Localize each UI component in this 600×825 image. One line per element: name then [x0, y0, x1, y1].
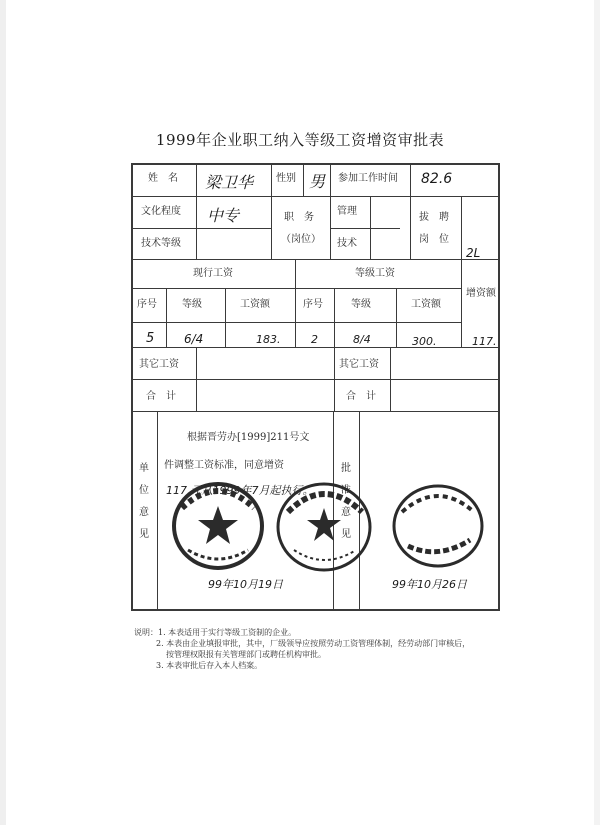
note-1: 1. 本表适用于实行等级工资制的企业。	[158, 628, 297, 637]
current-grade-label: 等级	[182, 299, 202, 310]
current-seq-label: 序号	[137, 299, 157, 310]
name-value: 梁卫华	[205, 173, 254, 192]
current-grade-value: 6/4	[184, 332, 204, 346]
technical-label: 技术	[337, 238, 357, 249]
current-amount-label: 工资额	[240, 299, 270, 310]
scan-edge-right	[594, 0, 600, 825]
gender-label: 性别	[276, 173, 296, 184]
current-other-wage-label: 其它工资	[139, 359, 179, 370]
approval-opinion-label: 批准意见	[341, 463, 351, 540]
hire-position-label-2: 岗 位	[419, 234, 449, 245]
document-title: 1999年企业职工纳入等级工资增资审批表	[155, 131, 445, 149]
scan-edge-left	[0, 0, 6, 825]
approval-seal-icon	[388, 480, 488, 574]
position-sub-label: （岗位）	[281, 234, 321, 245]
new-grade-value: 8/4	[353, 333, 371, 346]
name-label: 姓 名	[148, 173, 178, 184]
opinion-line-3: 117.元从1999年7月起执行。	[166, 484, 314, 497]
note-3: 3. 本表审批后存入本人档案。	[156, 661, 263, 670]
education-value: 中专	[207, 206, 240, 225]
new-total-label: 合 计	[346, 391, 376, 402]
opinion-line-2: 件调整工资标准，同意增资	[164, 460, 284, 471]
current-amount-value: 183.	[256, 333, 281, 346]
hire-position-label-1: 拔 聘	[419, 212, 449, 223]
notes-prefix: 说明：	[134, 628, 158, 637]
management-label: 管理	[337, 206, 357, 217]
increase-amount-label: 增资额	[466, 288, 496, 299]
hire-post-value: 2L	[466, 246, 481, 260]
technical-grade-label: 技术等级	[141, 238, 181, 249]
new-seq-label: 序号	[303, 299, 323, 310]
work-start-label: 参加工作时间	[338, 173, 398, 184]
new-amount-value: 300.	[412, 335, 437, 348]
unit-opinion-date: 99年10月19日	[208, 578, 283, 591]
new-other-wage-label: 其它工资	[339, 359, 379, 370]
current-seq-value: 5	[146, 331, 155, 346]
unit-seal-icon	[168, 478, 268, 574]
form-notes	[134, 627, 470, 671]
note-2: 2. 本表由企业填报审批，其中，厂级领导应按照劳动工资管理体制，经劳动部门审核后，	[156, 639, 471, 648]
position-label: 职 务	[284, 212, 314, 223]
current-total-label: 合 计	[146, 391, 176, 402]
new-amount-label: 工资额	[411, 299, 441, 310]
gender-value: 男	[309, 172, 326, 191]
grade-wage-label: 等级工资	[355, 268, 395, 279]
new-grade-label: 等级	[351, 299, 371, 310]
approval-opinion-date: 99年10月26日	[392, 578, 467, 591]
unit-opinion-label: 单位意见	[139, 463, 149, 540]
work-start-value: 82.6	[421, 171, 453, 187]
education-label: 文化程度	[141, 206, 181, 217]
note-2b: 按管理权限报有关管理部门或聘任机构审批。	[166, 650, 326, 659]
new-seq-value: 2	[311, 333, 318, 346]
labor-bureau-seal-icon	[272, 478, 376, 576]
increase-value: 117.	[472, 335, 497, 348]
current-wage-label: 现行工资	[193, 268, 233, 279]
opinion-line-1: 根据晋劳办[1999]211号文	[187, 432, 310, 443]
